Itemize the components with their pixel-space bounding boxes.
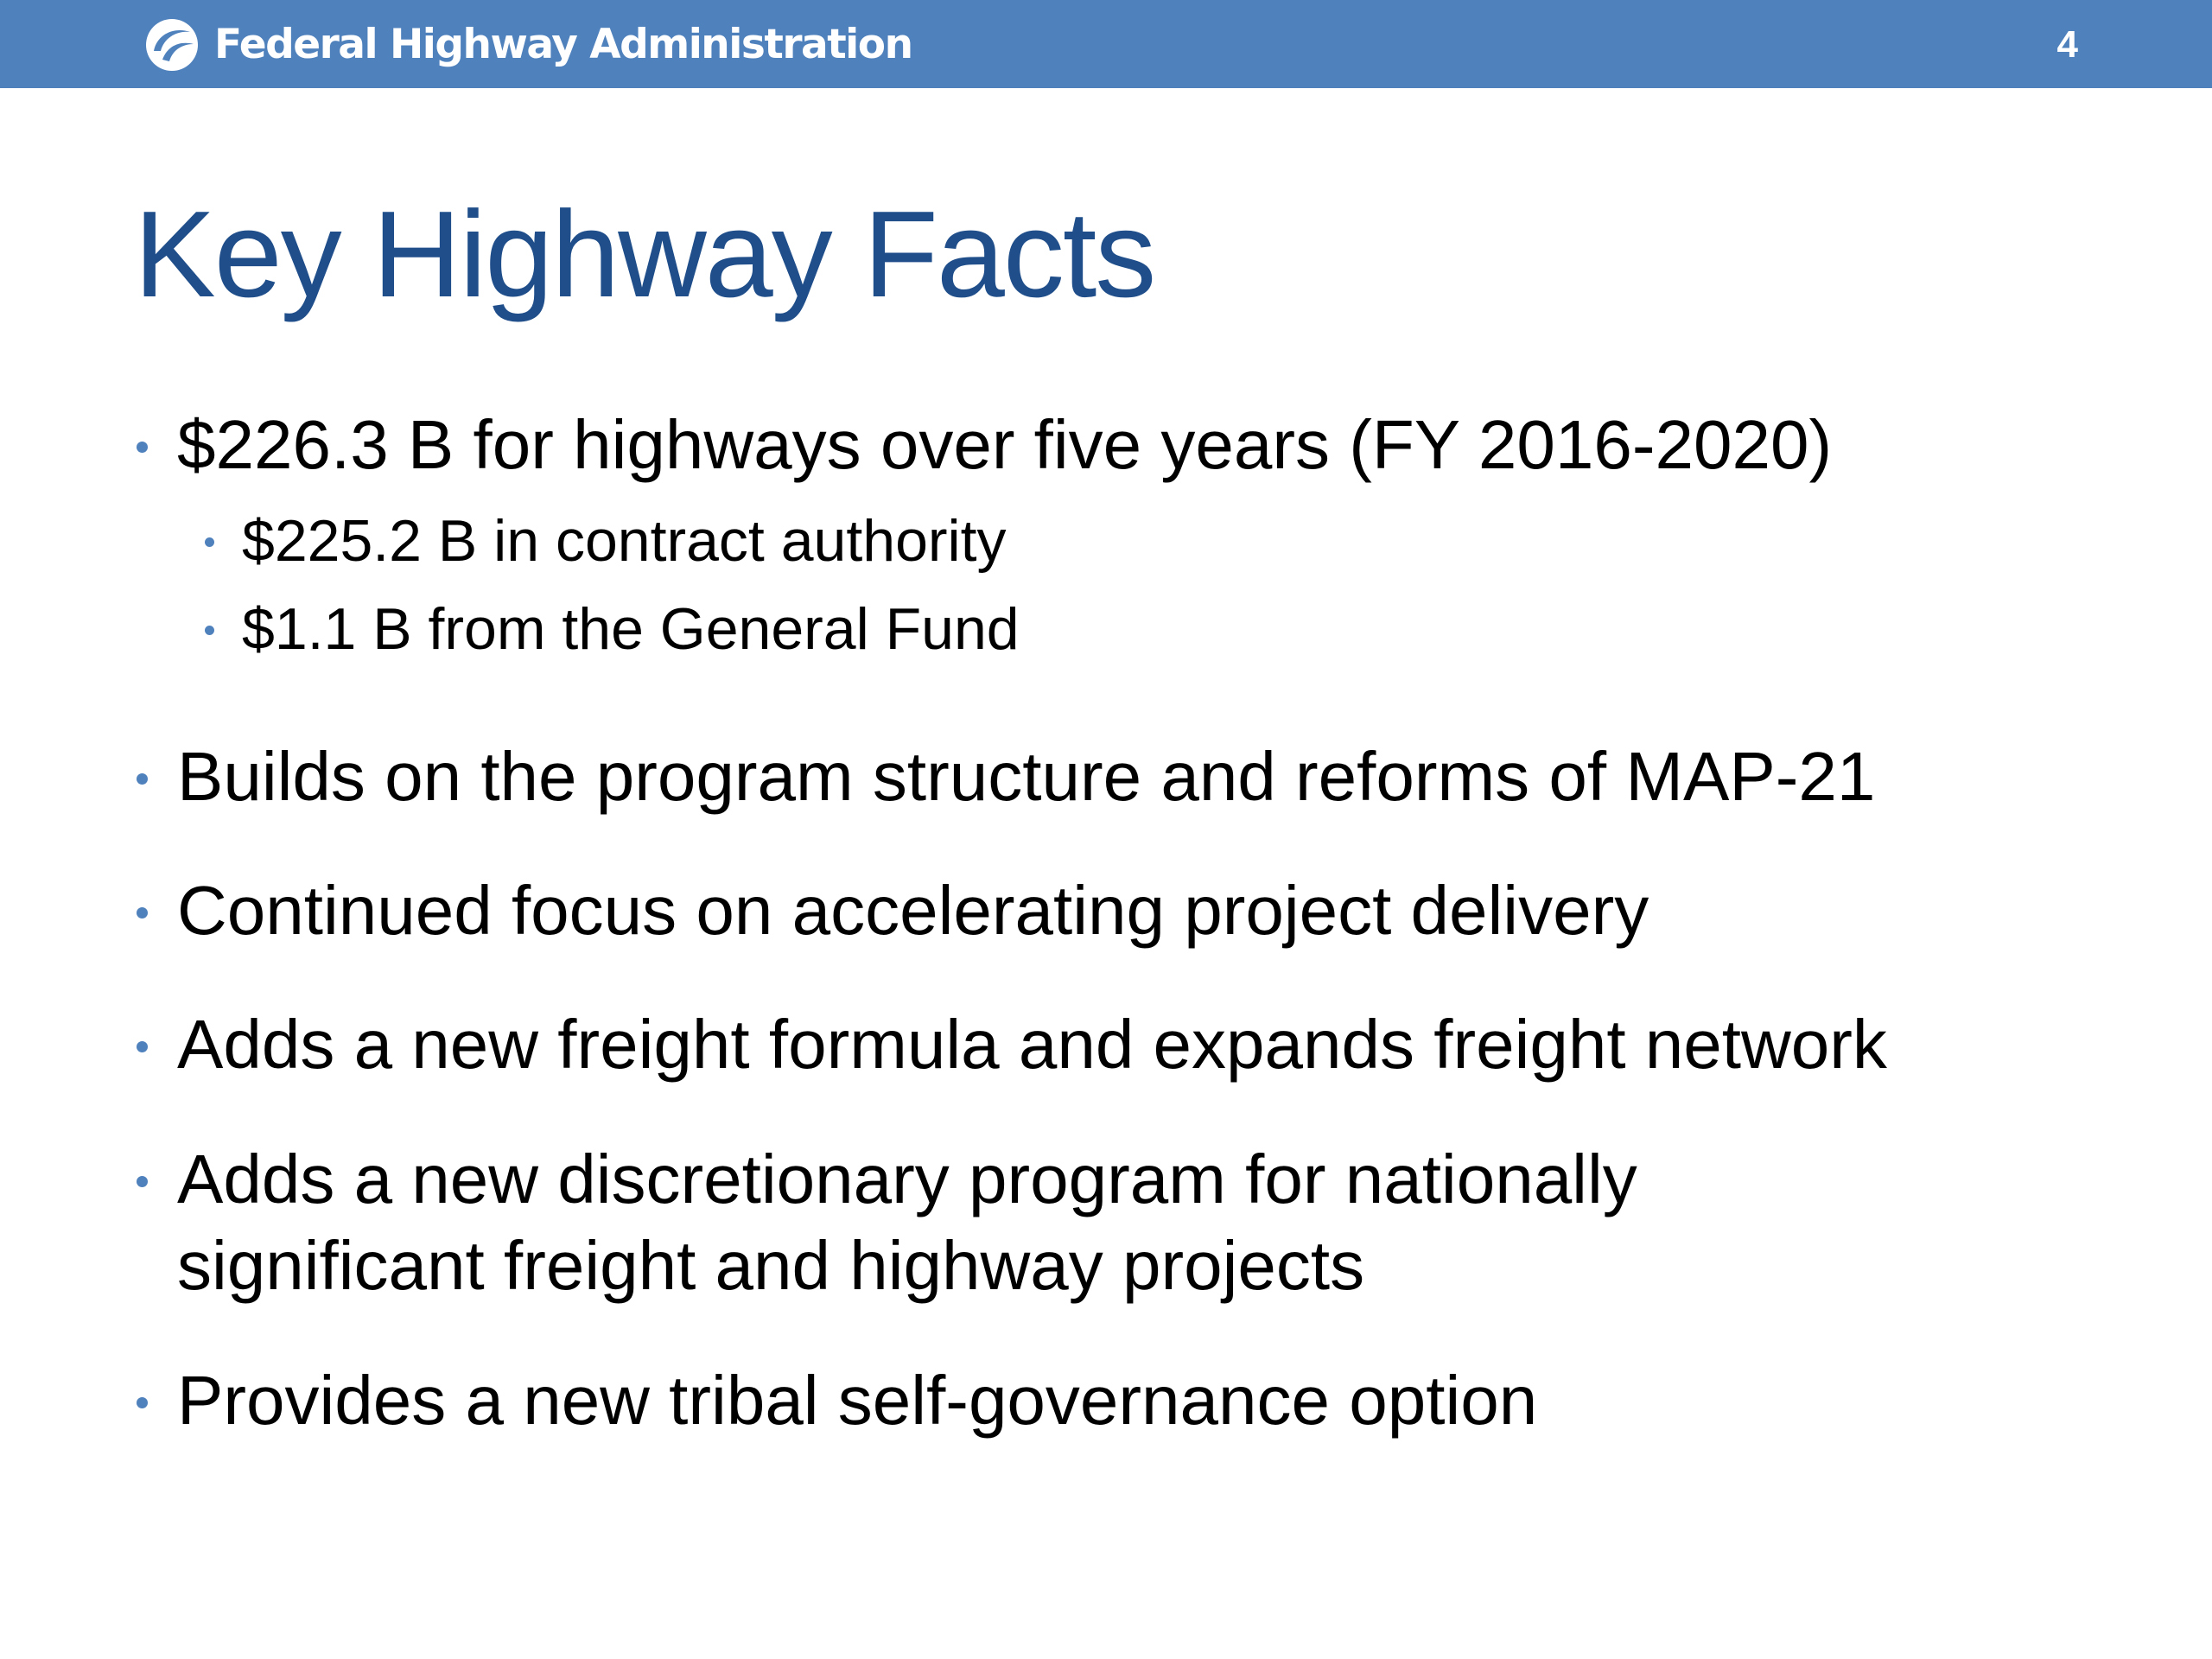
bullet-text: $225.2 B in contract authority: [242, 508, 1007, 574]
bullet-dot-icon: [137, 907, 148, 918]
bullet-project-delivery: [177, 868, 1649, 953]
bullet-text: Provides a new tribal self-governance option: [177, 1362, 1538, 1439]
bullet-dot-icon: [137, 1397, 148, 1408]
slide-title: Key Highway Facts: [134, 186, 1155, 323]
fhwa-swirl-logo-icon: [145, 18, 199, 72]
bullet-discretionary-program: [177, 1137, 1637, 1222]
bullet-text: Adds a new discretionary program for nationally: [177, 1141, 1637, 1217]
bullet-tribal-self-governance: [177, 1358, 1537, 1443]
sub-bullet-contract-authority: [242, 505, 1007, 576]
bullet-text: $226.3 B for highways over five years (FY 2016-2020): [177, 406, 1833, 483]
bullet-funding-total: [177, 403, 1832, 487]
bullet-dot-icon: [137, 1176, 148, 1187]
bullet-text: Builds on the program structure and reforms of MAP-21: [177, 738, 1876, 815]
bullet-discretionary-program-continued: [177, 1224, 1364, 1308]
bullet-dot-icon: [137, 442, 148, 453]
bullet-text: $1.1 B from the General Fund: [242, 596, 1020, 662]
bullet-text: Continued focus on accelerating project delivery: [177, 872, 1649, 949]
agency-name: Federal Highway Administration: [214, 21, 912, 68]
bullet-dot-icon: [205, 626, 214, 635]
bullet-text: significant freight and highway projects: [177, 1227, 1365, 1304]
bullet-freight-formula: [177, 1002, 1887, 1087]
bullet-map21: [177, 734, 1875, 819]
bullet-dot-icon: [137, 773, 148, 785]
header-bar: [0, 0, 2212, 88]
sub-bullet-general-fund: [242, 594, 1020, 664]
bullet-text: Adds a new freight formula and expands freight network: [177, 1006, 1887, 1083]
page-number: 4: [2056, 23, 2078, 66]
bullet-dot-icon: [205, 537, 214, 547]
bullet-dot-icon: [137, 1041, 148, 1052]
